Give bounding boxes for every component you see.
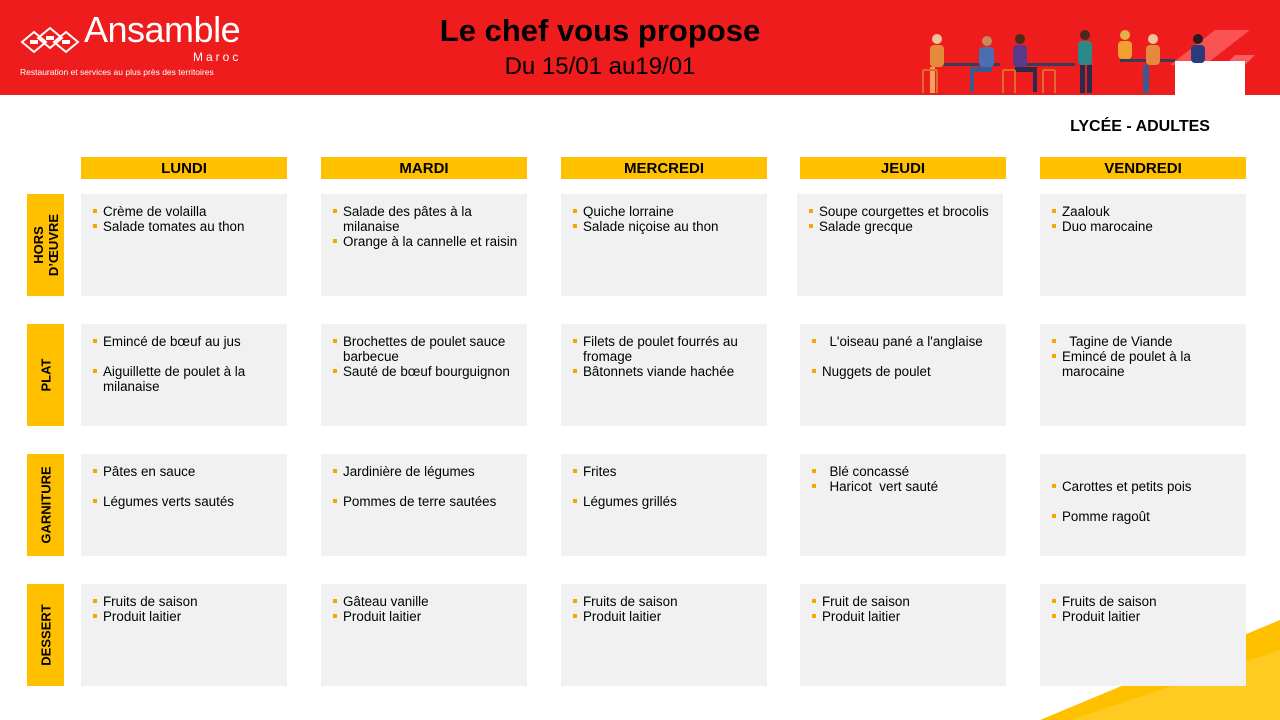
menu-item: Bâtonnets viande hachée (573, 364, 763, 379)
menu-item: Salade des pâtes à la milanaise (333, 204, 523, 234)
menu-item: Soupe courgettes et brocolis (809, 204, 999, 219)
menu-item: Jardinière de légumes (333, 464, 523, 479)
menu-item: Blé concassé (812, 464, 1002, 479)
menu-item: Produit laitier (333, 609, 523, 624)
logo-subtitle: Maroc (193, 50, 242, 64)
menu-cell (1040, 324, 1246, 426)
menu-cell (800, 454, 1006, 556)
category-label: D’ŒUVRE (45, 213, 61, 277)
category-label: HORS (30, 226, 46, 264)
day-header-monday: LUNDI (81, 157, 287, 179)
category-dessert (27, 584, 64, 686)
menu-item: Pommes de terre sautées (333, 494, 523, 509)
menu-cell (561, 194, 767, 296)
menu-cell (1040, 194, 1246, 296)
menu-cell (81, 194, 287, 296)
menu-item: Duo marocaine (1052, 219, 1242, 234)
menu-item: Tagine de Viande (1052, 334, 1242, 349)
category-garniture (27, 454, 64, 556)
menu-cell (321, 194, 527, 296)
menu-cell (321, 584, 527, 686)
menu-cell (1040, 584, 1246, 686)
menu-item: L'oiseau pané a l'anglaise (812, 334, 1002, 349)
menu-item: Quiche lorraine (573, 204, 763, 219)
menu-item: Légumes verts sautés (93, 494, 283, 509)
day-header-thursday: JEUDI (800, 157, 1006, 179)
menu-item: Frites (573, 464, 763, 479)
category-plat (27, 324, 64, 426)
menu-item: Légumes grillés (573, 494, 763, 509)
day-header-wednesday: MERCREDI (561, 157, 767, 179)
menu-item: Crème de volailla (93, 204, 283, 219)
menu-item: Pomme ragoût (1052, 509, 1242, 524)
menu-item: Orange à la cannelle et raisin (333, 234, 523, 249)
menu-item: Zaalouk (1052, 204, 1242, 219)
menu-item: Produit laitier (93, 609, 283, 624)
category-label: PLAT (38, 358, 53, 392)
menu-item: Salade tomates au thon (93, 219, 283, 234)
menu-item: Fruits de saison (573, 594, 763, 609)
logo-tagline: Restauration et services au plus près des territoires (20, 67, 214, 77)
menu-item: Carottes et petits pois (1052, 479, 1242, 494)
menu-item: Haricot vert sauté (812, 479, 1002, 494)
menu-item: Produit laitier (812, 609, 1002, 624)
category-label: GARNITURE (38, 466, 53, 544)
menu-item: Emincé de bœuf au jus (93, 334, 283, 349)
menu-item: Fruit de saison (812, 594, 1002, 609)
header-banner (0, 0, 1280, 95)
logo-icon (20, 22, 80, 56)
menu-item: Brochettes de poulet sauce barbecue (333, 334, 523, 364)
menu-item: Nuggets de poulet (812, 364, 1002, 379)
menu-item: Gâteau vanille (333, 594, 523, 609)
category-hors-oeuvre (27, 194, 64, 296)
date-range: Du 15/01 au19/01 (504, 53, 696, 80)
menu-cell (561, 584, 767, 686)
menu-cell (81, 324, 287, 426)
menu-cell (561, 454, 767, 556)
menu-item: Produit laitier (573, 609, 763, 624)
menu-item: Pâtes en sauce (93, 464, 283, 479)
menu-cell (561, 324, 767, 426)
menu-cell (321, 324, 527, 426)
menu-item: Salade grecque (809, 219, 999, 234)
menu-item: Emincé de poulet à la marocaine (1052, 349, 1242, 379)
menu-item: Produit laitier (1052, 609, 1242, 624)
logo-name: Ansamble (84, 9, 241, 50)
category-label: DESSERT (38, 604, 53, 666)
menu-cell (800, 584, 1006, 686)
menu-cell (321, 454, 527, 556)
menu-cell (81, 454, 287, 556)
day-header-tuesday: MARDI (321, 157, 527, 179)
menu-item: Salade niçoise au thon (573, 219, 763, 234)
menu-item: Fruits de saison (1052, 594, 1242, 609)
menu-cell (1040, 454, 1246, 556)
menu-item: Aiguillette de poulet à la milanaise (93, 364, 283, 394)
menu-cell (81, 584, 287, 686)
diners-illustration-icon (915, 25, 1255, 95)
audience-label: LYCÉE - ADULTES (1070, 118, 1210, 135)
menu-item: Filets de poulet fourrés au fromage (573, 334, 763, 364)
menu-item: Fruits de saison (93, 594, 283, 609)
menu-cell (797, 194, 1003, 296)
menu-item: Sauté de bœuf bourguignon (333, 364, 523, 379)
menu-cell (800, 324, 1006, 426)
day-header-friday: VENDREDI (1040, 157, 1246, 179)
page-title: Le chef vous propose (439, 13, 761, 48)
